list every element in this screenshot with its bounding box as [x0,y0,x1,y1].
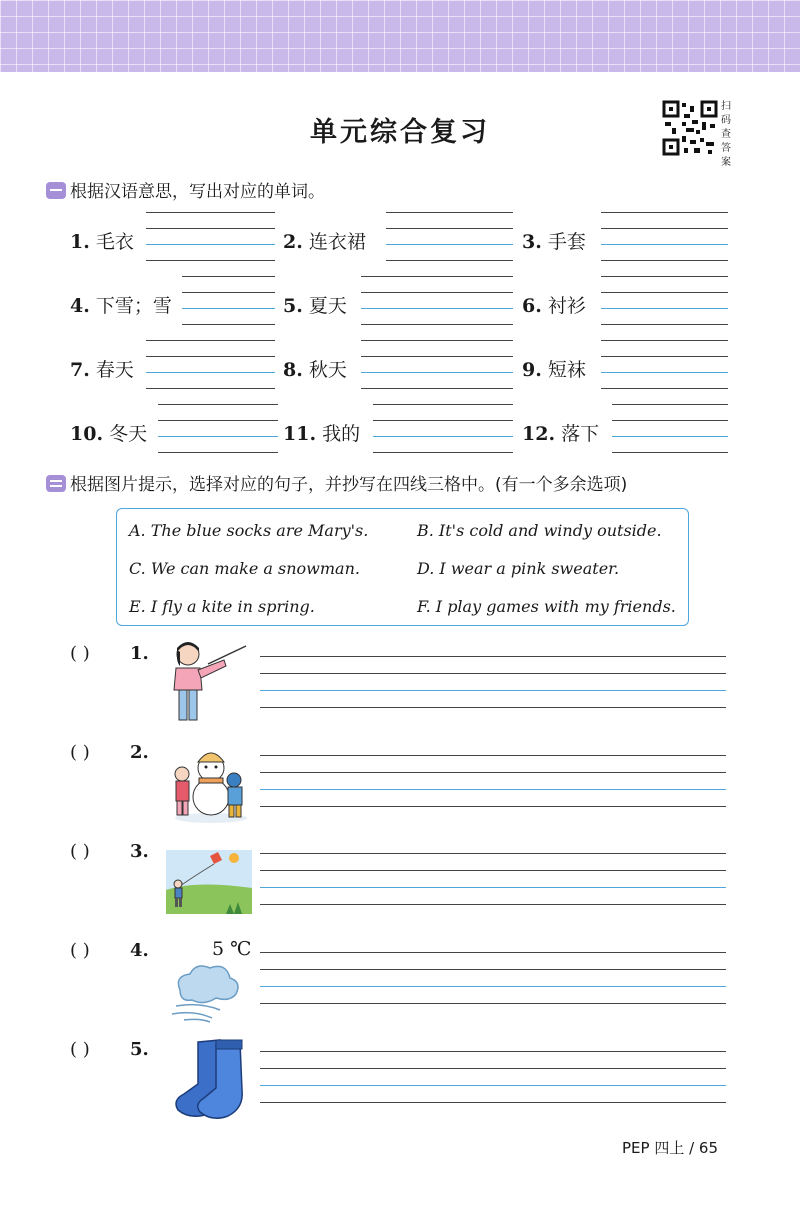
word-item-6: 6. 衬衫 [522,295,586,317]
option-d: D. I wear a pink sweater. [417,559,620,578]
question-number-5: 5. [130,1039,149,1060]
answer-writing-line[interactable] [260,853,726,854]
word-item-8: 8. 秋天 [283,359,347,381]
writing-line [373,452,513,453]
writing-line [146,260,275,261]
option-f: F. I play games with my friends. [417,597,676,616]
section-two-heading: 根据图片提示，选择对应的句子，并抄写在四线三格中。(有一个多余选项) [46,470,627,495]
writing-line [361,356,513,357]
writing-line [612,452,728,453]
writing-line [612,404,728,405]
answer-writing-line[interactable] [260,673,726,674]
answer-writing-line[interactable] [260,789,726,790]
answer-writing-line[interactable] [260,986,726,987]
writing-line [601,308,728,309]
word-item-2: 2. 连衣裙 [283,231,366,253]
question-number-2: 2. [130,742,149,763]
writing-line [146,340,275,341]
word-item-7: 7. 春天 [70,359,134,381]
answer-writing-line[interactable] [260,904,726,905]
word-item-10: 10. 冬天 [70,423,148,445]
answer-blank-1[interactable]: ( ) [70,643,90,664]
answer-writing-line[interactable] [260,1102,726,1103]
writing-line [182,292,275,293]
word-item-3: 3. 手套 [522,231,586,253]
section-one-heading: 根据汉语意思，写出对应的单词。 [46,177,325,202]
blue-socks-icon [168,1036,248,1124]
writing-line [182,324,275,325]
writing-line [158,436,278,437]
wind-cloud-icon [170,960,244,1024]
answer-writing-line[interactable] [260,707,726,708]
qr-label: 扫 码 查 答 案 [721,101,731,168]
answer-blank-3[interactable]: ( ) [70,841,90,862]
writing-line [146,212,275,213]
answer-writing-line[interactable] [260,969,726,970]
option-e: E. I fly a kite in spring. [129,597,315,616]
writing-line [361,340,513,341]
answer-writing-line[interactable] [260,1003,726,1004]
answer-writing-line[interactable] [260,656,726,657]
writing-line [361,388,513,389]
qr-code-icon [662,100,718,156]
answer-writing-line[interactable] [260,952,726,953]
writing-line [373,420,513,421]
question-number-1: 1. [130,643,149,664]
answer-writing-line[interactable] [260,806,726,807]
answer-writing-line[interactable] [260,1051,726,1052]
word-item-11: 11. 我的 [283,423,361,445]
answer-writing-line[interactable] [260,887,726,888]
page-footer: PEP 四上 / 65 [622,1139,719,1157]
writing-line [386,212,513,213]
writing-line [601,292,728,293]
answer-blank-4[interactable]: ( ) [70,940,90,961]
writing-line [182,308,275,309]
word-item-12: 12. 落下 [522,423,600,445]
answer-writing-line[interactable] [260,690,726,691]
writing-line [373,404,513,405]
writing-line [158,404,278,405]
writing-line [601,356,728,357]
option-c: C. We can make a snowman. [129,559,360,578]
writing-line [386,244,513,245]
answer-writing-line[interactable] [260,1085,726,1086]
word-item-9: 9. 短袜 [522,359,586,381]
option-a: A. The blue socks are Mary's. [129,521,369,540]
writing-line [386,260,513,261]
writing-line [146,356,275,357]
answer-blank-2[interactable]: ( ) [70,742,90,763]
writing-line [373,436,513,437]
question-number-4: 4. [130,940,149,961]
writing-line [601,260,728,261]
writing-line [361,276,513,277]
writing-line [601,228,728,229]
options-box [116,508,689,626]
page-title: 单元综合复习 [310,117,490,148]
writing-line [146,228,275,229]
answer-writing-line[interactable] [260,772,726,773]
writing-line [601,244,728,245]
writing-line [361,292,513,293]
writing-line [612,420,728,421]
answer-writing-line[interactable] [260,755,726,756]
writing-line [601,212,728,213]
word-item-5: 5. 夏天 [283,295,347,317]
answer-blank-5[interactable]: ( ) [70,1039,90,1060]
writing-line [361,308,513,309]
header-band [0,0,800,72]
writing-line [361,372,513,373]
answer-writing-line[interactable] [260,870,726,871]
writing-line [182,276,275,277]
question-number-3: 3. [130,841,149,862]
writing-line [601,324,728,325]
writing-line [612,436,728,437]
answer-writing-line[interactable] [260,1068,726,1069]
option-b: B. It's cold and windy outside. [417,521,662,540]
section-one-icon [46,182,66,199]
kite-field-icon [166,850,252,914]
writing-line [146,372,275,373]
writing-line [601,340,728,341]
writing-line [386,228,513,229]
temperature-label: 5 ℃ [212,938,252,960]
writing-line [158,452,278,453]
word-item-4: 4. 下雪；雪 [70,295,172,317]
writing-line [601,276,728,277]
word-item-1: 1. 毛衣 [70,231,134,253]
writing-line [146,388,275,389]
writing-line [601,372,728,373]
writing-line [361,324,513,325]
writing-line [146,244,275,245]
writing-line [158,420,278,421]
section-two-icon [46,475,66,492]
snowman-children-icon [168,742,254,826]
writing-line [601,388,728,389]
girl-pointing-icon [168,640,250,726]
